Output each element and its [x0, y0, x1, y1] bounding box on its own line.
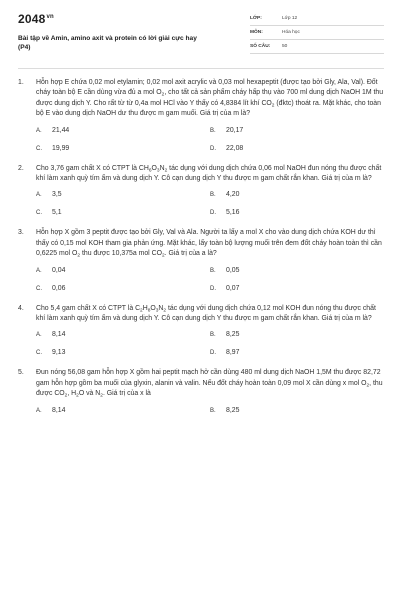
option-letter: A.: [36, 127, 42, 134]
meta-key: SỐ CÂU:: [250, 44, 271, 49]
question-text: [36, 368, 384, 399]
meta-key: LỚP:: [250, 16, 262, 21]
stem-text: O và N: [78, 390, 101, 398]
document-header: [18, 12, 384, 60]
stem-text: Hỗn hợp E chứa 0,02 mol etylamin; 0,02 mol axit acrylic và 0,03 mol hexapeptit (được tạo bởi Gly, Ala, Val). Đốt cháy toàn bộ E cần dùng vừa đủ a mol O: [36, 79, 378, 97]
option-value: 3,5: [52, 191, 62, 199]
subscript: 2: [163, 308, 167, 314]
question-stem: [18, 164, 384, 185]
subscript: 2: [140, 308, 143, 314]
subscript: 2: [164, 168, 168, 174]
option-a[interactable]: [36, 190, 210, 200]
stem-text: tác dụng với dung dịch chứa 0,12 mol KOH đun nóng thu được chất khí làm xanh quỳ tím ẩm và dung dịch Y. Cô cạn dung dịch Y thu được m gam chất rắn khan. Giá trị của m là?: [36, 304, 376, 323]
meta-row-class: [250, 12, 384, 26]
subscript: 2: [100, 393, 103, 399]
subscript: 2: [161, 253, 165, 259]
question-4: [18, 304, 384, 359]
option-letter: D.: [210, 350, 216, 357]
option-value: 8,14: [52, 406, 66, 414]
answer-options: [36, 266, 384, 294]
option-letter: D.: [210, 210, 216, 217]
option-b[interactable]: [210, 330, 384, 340]
logo-text: 2048: [18, 12, 46, 26]
option-value: 9,13: [52, 349, 66, 357]
stem-text: thu được 10,375a mol CO: [80, 250, 162, 258]
subscript: 3: [155, 308, 159, 314]
question-stem: [18, 228, 384, 259]
stem-text: . Giá trị của a là?: [164, 250, 217, 258]
logo-suffix: vn: [46, 14, 54, 20]
option-value: 0,04: [52, 266, 66, 274]
option-value: 8,25: [226, 331, 240, 339]
question-stem: [18, 78, 384, 120]
subscript: 2: [76, 393, 79, 399]
option-value: 5,1: [52, 209, 62, 217]
subscript: 3: [156, 168, 160, 174]
question-text: [36, 78, 384, 120]
option-c[interactable]: [36, 144, 210, 154]
option-value: 4,20: [226, 191, 240, 199]
option-letter: C.: [36, 145, 42, 152]
question-2: [18, 164, 384, 219]
option-letter: C.: [36, 350, 42, 357]
question-1: [18, 78, 384, 154]
subscript: 2: [366, 383, 370, 389]
question-number: 3.: [18, 229, 24, 237]
stem-text: N: [158, 304, 164, 312]
subscript: 2: [271, 103, 275, 109]
answer-options: [36, 330, 384, 358]
option-letter: A.: [36, 332, 42, 339]
option-letter: B.: [210, 192, 216, 199]
option-a[interactable]: [36, 406, 210, 416]
option-c[interactable]: [36, 208, 210, 218]
option-letter: A.: [36, 407, 42, 414]
option-letter: C.: [36, 210, 42, 217]
option-value: 19,99: [52, 144, 70, 152]
stem-text: Cho 5,4 gam chất X có CTPT là C: [36, 304, 141, 312]
meta-key: MÔN:: [250, 30, 263, 35]
site-logo[interactable]: [18, 12, 54, 26]
subscript: 2: [64, 393, 68, 399]
stem-text: tác dụng với dung dịch chứa 0,06 mol NaOH đun nóng thu được chất khí làm xanh quỳ tím ẩm và dung dịch Y. Cô cạn dung dịch Y thu được m gam chất rắn khan. Giá trị của m là?: [36, 164, 382, 183]
answer-options: [36, 406, 384, 416]
answer-options: [36, 126, 384, 154]
option-letter: B.: [210, 332, 216, 339]
stem-text: O: [151, 164, 157, 172]
title-line-1: Bài tập về Amin, amino axit và protein có lời giải cực hay: [18, 35, 197, 42]
title-line-2: (P4): [18, 44, 31, 51]
option-c[interactable]: [36, 348, 210, 358]
document-title: [18, 34, 238, 52]
option-letter: D.: [210, 285, 216, 292]
option-d[interactable]: [210, 284, 384, 294]
option-d[interactable]: [210, 348, 384, 358]
option-a[interactable]: [36, 126, 210, 136]
document-meta: [250, 12, 384, 54]
subscript: 8: [147, 308, 151, 314]
stem-text: O: [150, 304, 156, 312]
answer-options: [36, 190, 384, 218]
header-divider: [18, 68, 384, 69]
stem-text: , cho tất cả sản phẩm cháy hấp thụ vào 700 ml dung dịch NaOH 1M thu được dung dịch Y. Cho rất từ từ 0,4a mol HCl vào Y thấy có 4,8384 lít khí CO: [36, 89, 384, 107]
meta-value: 50: [282, 44, 288, 49]
option-value: 0,05: [226, 266, 240, 274]
option-c[interactable]: [36, 284, 210, 294]
stem-text: , thu được CO: [36, 379, 383, 398]
option-b[interactable]: [210, 266, 384, 276]
option-a[interactable]: [36, 266, 210, 276]
option-letter: B.: [210, 407, 216, 414]
stem-text: Đun nóng 56,08 gam hỗn hợp X gồm hai peptit mạch hở cần dùng 480 ml dung dịch NaOH 1,5M thu được 82,72 gam hỗn hợp gồm ba muối của glyxin, alanin và valin. Nếu đốt cháy hoàn toàn 0,09 mol X cần dùng x mol O: [36, 369, 381, 387]
question-number: 5.: [18, 369, 24, 377]
question-number: 4.: [18, 304, 24, 312]
subscript: 2: [77, 253, 81, 259]
stem-text: Hỗn hợp X gồm 3 peptit được tạo bởi Gly, Val và Ala. Người ta lấy a mol X cho vào dung dịch chứa KOH dư thì thấy có 0,15 mol KOH tham gia phản ứng. Mặt khác, lấy toàn bộ lượng muối trên đem đốt cháy hoàn toàn thì cần 0,6225 mol O: [36, 229, 382, 258]
option-value: 21,44: [52, 126, 70, 134]
option-value: 0,06: [52, 284, 66, 292]
option-value: 22,08: [226, 144, 244, 152]
option-b[interactable]: [210, 190, 384, 200]
subscript: 6: [148, 168, 152, 174]
meta-row-count: [250, 40, 384, 54]
stem-text: H: [142, 304, 148, 312]
stem-text: , H: [67, 390, 77, 398]
question-text: [36, 164, 384, 185]
option-letter: B.: [210, 127, 216, 134]
question-stem: [18, 368, 384, 399]
question-number: 1.: [18, 79, 24, 86]
question-5: [18, 368, 384, 415]
stem-text: . Giá trị của x là: [102, 390, 151, 398]
option-value: 20,17: [226, 126, 244, 134]
stem-text: (đktc) thoát ra. Mặt khác, cho toàn bộ E vào dung dịch NaOH dư thu được m gam muối. Giá trị của m là?: [36, 99, 381, 118]
option-a[interactable]: [36, 330, 210, 340]
option-value: 8,14: [52, 331, 66, 339]
option-letter: D.: [210, 145, 216, 152]
stem-text: N: [159, 164, 165, 172]
option-value: 8,97: [226, 349, 240, 357]
question-number: 2.: [18, 164, 24, 172]
option-letter: A.: [36, 267, 42, 274]
meta-row-subject: [250, 26, 384, 40]
question-stem: [18, 304, 384, 325]
option-b[interactable]: [210, 126, 384, 136]
stem-text: Cho 3,76 gam chất X có CTPT là CH: [36, 164, 149, 172]
meta-value: Lớp 12: [282, 16, 298, 21]
question-3: [18, 228, 384, 293]
option-letter: C.: [36, 285, 42, 292]
option-b[interactable]: [210, 406, 384, 416]
option-value: 5,16: [226, 209, 240, 217]
question-text: [36, 304, 384, 325]
option-letter: B.: [210, 267, 216, 274]
option-d[interactable]: [210, 208, 384, 218]
option-letter: A.: [36, 192, 42, 199]
meta-value: Hóa học: [282, 30, 300, 35]
subscript: 2: [161, 92, 165, 98]
option-value: 0,07: [226, 284, 240, 292]
option-value: 8,25: [226, 406, 240, 414]
question-text: [36, 228, 384, 259]
option-d[interactable]: [210, 144, 384, 154]
question-list: [18, 78, 384, 426]
